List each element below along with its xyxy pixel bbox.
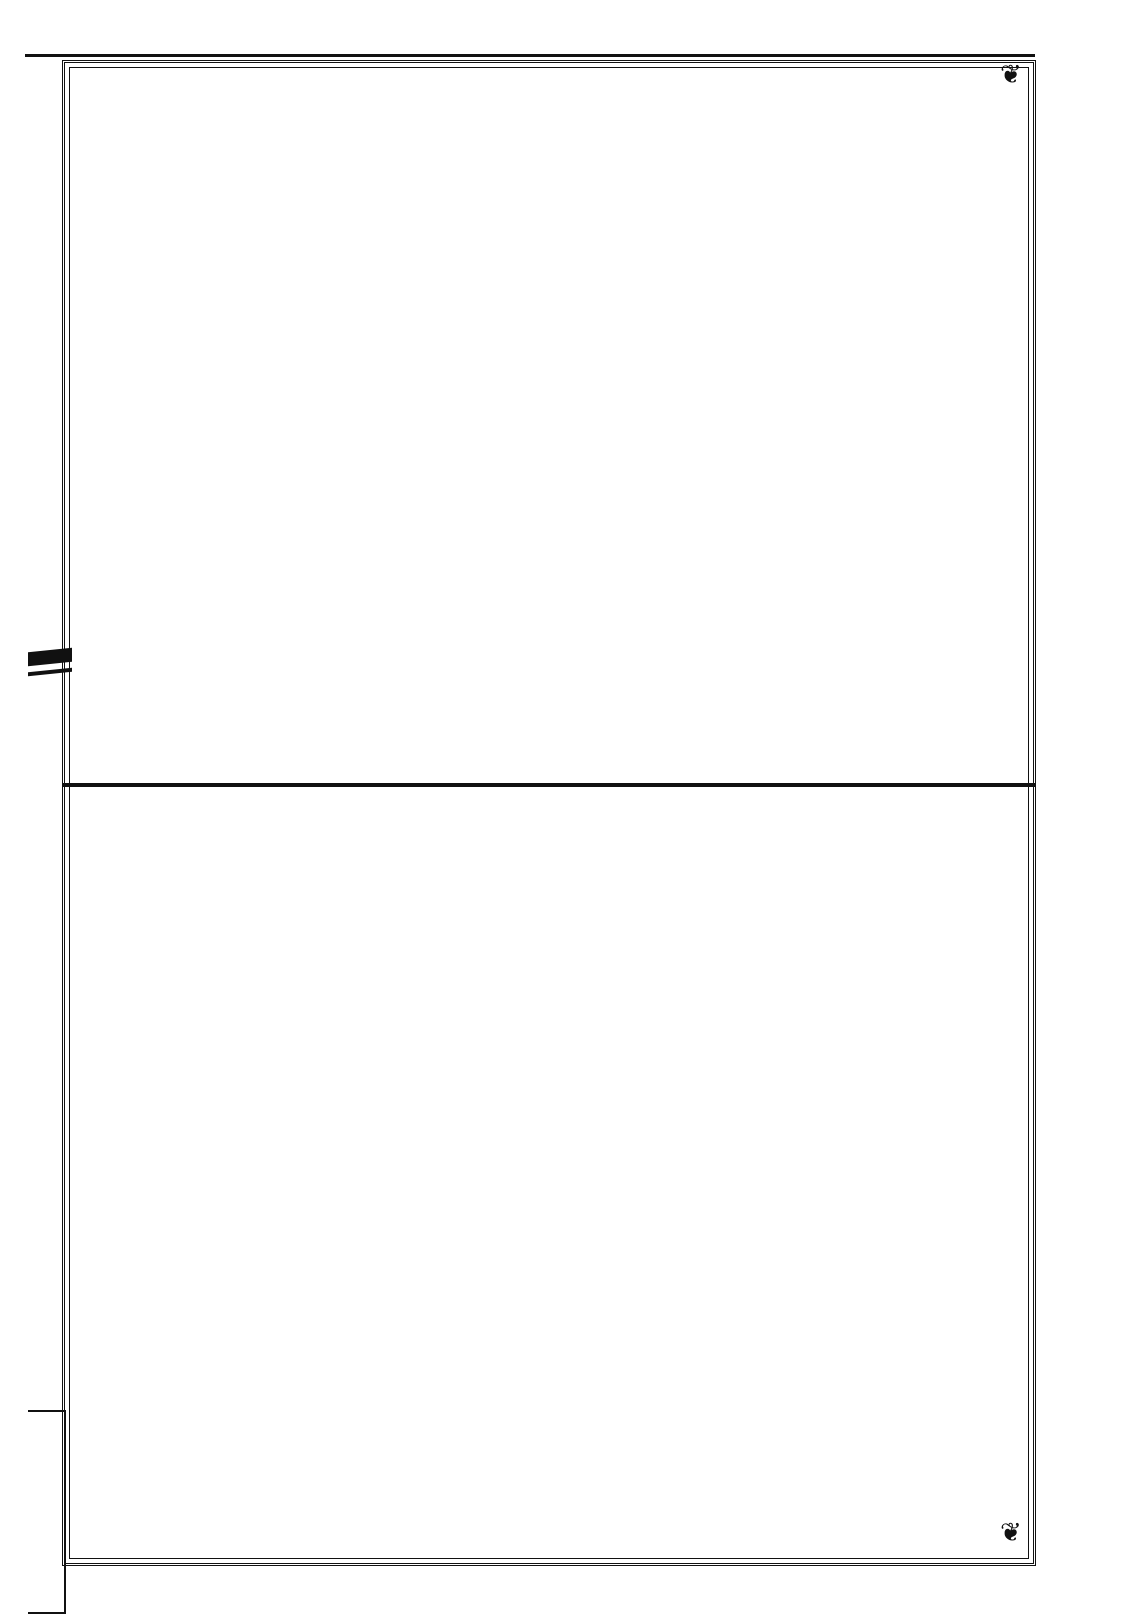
collection-box [28,1410,66,1614]
panel-divider [62,783,1036,787]
top-rule [25,54,1035,57]
corner-ornament-bottom-icon: ❦ [1000,1518,1022,1548]
page-frame [62,60,1036,1566]
corner-ornament-top-icon: ❦ [1000,60,1022,90]
